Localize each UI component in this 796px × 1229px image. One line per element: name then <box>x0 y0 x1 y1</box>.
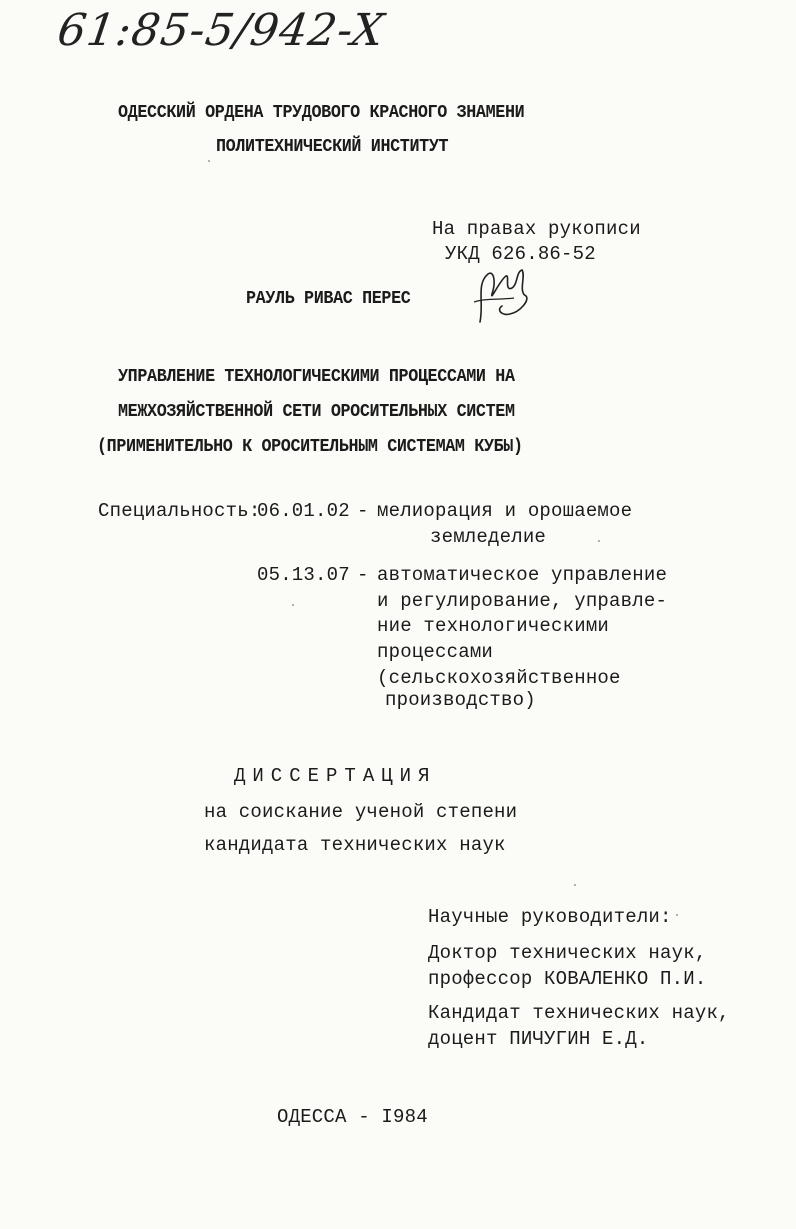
scan-speck <box>208 160 210 162</box>
title-line-2: МЕЖХОЗЯЙСТВЕННОЙ СЕТИ ОРОСИТЕЛЬНЫХ СИСТЕМ <box>118 402 515 422</box>
advisor-2-name: доцент ПИЧУГИН Е.Д. <box>428 1028 649 1050</box>
specialty-1-line-2: земледелие <box>430 526 547 548</box>
advisor-1-degree: Доктор технических наук, <box>428 942 707 964</box>
specialty-2-line-1: автоматическое управление <box>377 564 668 586</box>
title-line-1: УПРАВЛЕНИЕ ТЕХНОЛОГИЧЕСКИМИ ПРОЦЕССАМИ НА <box>118 367 515 387</box>
specialty-2-line-3: ние технологическими <box>377 615 610 637</box>
scan-speck <box>574 884 576 886</box>
place-and-year: ОДЕССА - I984 <box>277 1106 428 1128</box>
signature-icon <box>466 262 536 332</box>
specialty-label: Специальность: <box>98 500 261 522</box>
author-name: РАУЛЬ РИВАС ПЕРЕС <box>246 289 411 309</box>
advisor-2-degree: Кандидат технических наук, <box>428 1002 730 1024</box>
dissertation-heading: ДИССЕРТАЦИЯ <box>234 765 437 787</box>
specialty-dash-2: - <box>357 564 369 586</box>
title-line-3: (ПРИМЕНИТЕЛЬНО К ОРОСИТЕЛЬНЫМ СИСТЕМАМ КУБЫ) <box>97 437 523 457</box>
specialty-2-line-6: производство) <box>385 689 536 711</box>
advisors-heading: Научные руководители: <box>428 906 672 928</box>
specialty-code-2: 05.13.07 <box>257 564 350 586</box>
specialty-dash-1: - <box>357 500 369 522</box>
institution-line-2: ПОЛИТЕХНИЧЕСКИЙ ИНСТИТУТ <box>216 137 449 157</box>
specialty-1-line-1: мелиорация и орошаемое <box>377 500 633 522</box>
udk-code: УКД 626.86-52 <box>445 243 596 265</box>
institution-line-1: ОДЕССКИЙ ОРДЕНА ТРУДОВОГО КРАСНОГО ЗНАМЕНИ <box>118 103 525 123</box>
specialty-2-line-4: процессами <box>377 641 494 663</box>
dissertation-degree-line-2: кандидата технических наук <box>204 834 506 856</box>
specialty-2-line-5: (сельскохозяйственное <box>377 667 621 689</box>
manuscript-rights: На правах рукописи <box>432 218 641 240</box>
advisor-1-name: профессор КОВАЛЕНКО П.И. <box>428 968 707 990</box>
scan-speck <box>676 914 678 916</box>
scan-speck <box>598 540 600 542</box>
scan-speck <box>292 604 294 606</box>
specialty-2-line-2: и регулирование, управле- <box>377 590 668 612</box>
specialty-code-1: 06.01.02 <box>257 500 350 522</box>
dissertation-degree-line-1: на соискание ученой степени <box>204 801 518 823</box>
archive-stamp-handwritten: 61:85-5/942-X <box>54 5 388 56</box>
